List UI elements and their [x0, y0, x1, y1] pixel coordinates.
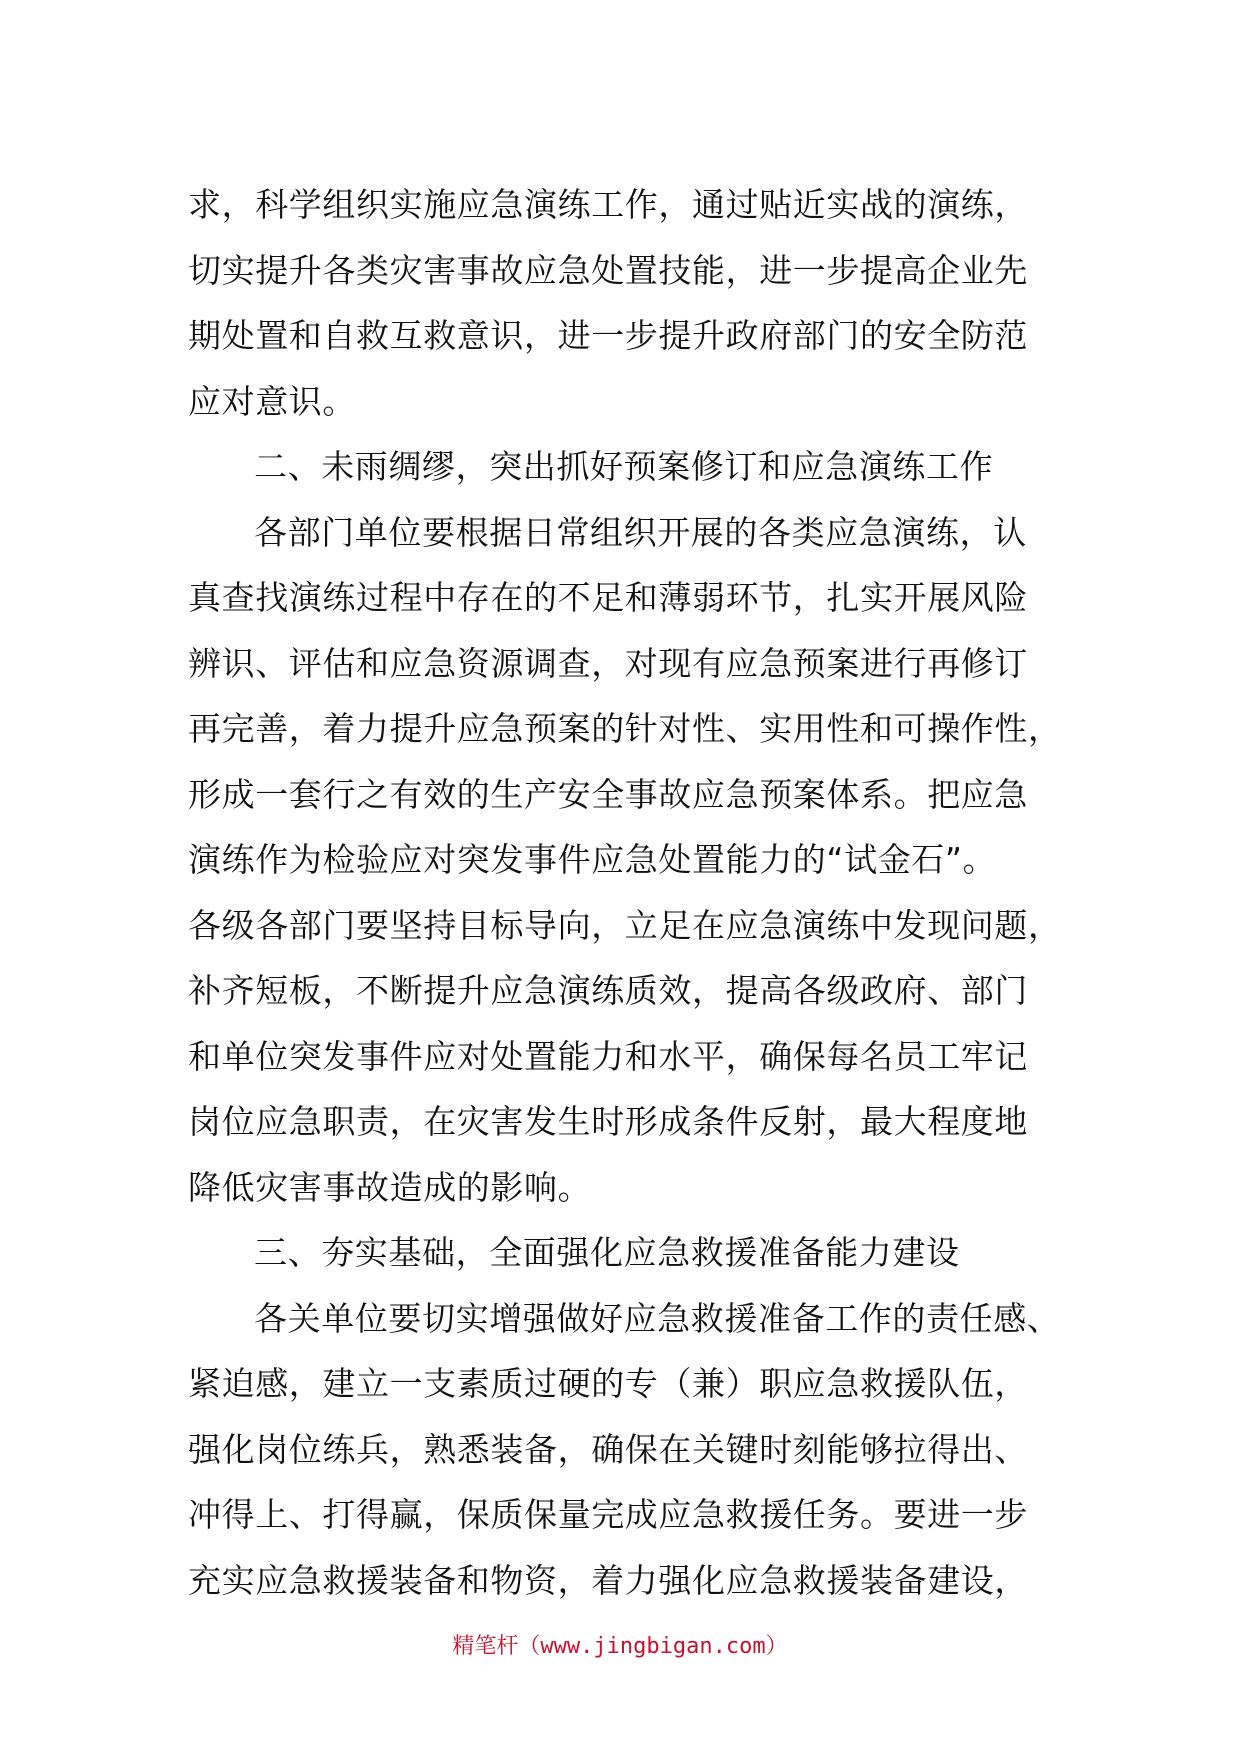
text-line: 强化岗位练兵，熟悉装备，确保在关键时刻能够拉得出、: [188, 1429, 1028, 1469]
text-line: 冲得上、打得赢，保质保量完成应急救援任务。要进一步: [188, 1495, 1028, 1534]
text-line: 补齐短板，不断提升应急演练质效，提高各级政府、部门: [188, 971, 1028, 1010]
footer-site-name: 精笔杆: [452, 1634, 519, 1659]
text-line: 应对意识。: [188, 381, 356, 421]
footer-url: （www.jingbigan.com）: [518, 1634, 788, 1659]
text-line: 各关单位要切实增强做好应急救援准备工作的责任感、: [254, 1298, 1061, 1338]
text-line: 切实提升各类灾害事故应急处置技能，进一步提高企业先: [188, 250, 1028, 290]
text-line: 演练作为检验应对突发事件应急处置能力的“试金石”。: [188, 840, 997, 879]
footer-watermark: [0, 1632, 1240, 1662]
text-line: 各级各部门要坚持目标导向，立足在应急演练中发现问题，: [188, 905, 1062, 945]
text-line: 紧迫感，建立一支素质过硬的专（兼）职应急救援队伍，: [188, 1364, 1028, 1403]
text-line: 二、未雨绸缪，突出抓好预案修订和应急演练工作: [254, 447, 994, 486]
text-line: 各部门单位要根据日常组织开展的各类应急演练，认: [254, 512, 1027, 552]
text-line: 形成一套行之有效的生产安全事故应急预案体系。把应急: [188, 774, 1028, 814]
document-body: [188, 172, 1062, 1613]
text-line: 再完善，着力提升应急预案的针对性、实用性和可操作性，: [188, 709, 1062, 748]
text-line: 真查找演练过程中存在的不足和薄弱环节，扎实开展风险: [188, 578, 1028, 617]
text-line: 三、夯实基础，全面强化应急救援准备能力建设: [254, 1233, 960, 1272]
text-line: 和单位突发事件应对处置能力和水平，确保每名员工牢记: [188, 1036, 1028, 1076]
text-line: 充实应急救援装备和物资，着力强化应急救援装备建设，: [188, 1560, 1028, 1600]
text-line: 期处置和自救互救意识，进一步提升政府部门的安全防范: [188, 316, 1028, 355]
text-line: 辨识、评估和应急资源调查，对现有应急预案进行再修订: [188, 643, 1028, 683]
text-line: 求，科学组织实施应急演练工作，通过贴近实战的演练，: [188, 185, 1028, 224]
text-line: 岗位应急职责，在灾害发生时形成条件反射，最大程度地: [188, 1102, 1028, 1141]
text-line: 降低灾害事故造成的影响。: [188, 1167, 592, 1207]
